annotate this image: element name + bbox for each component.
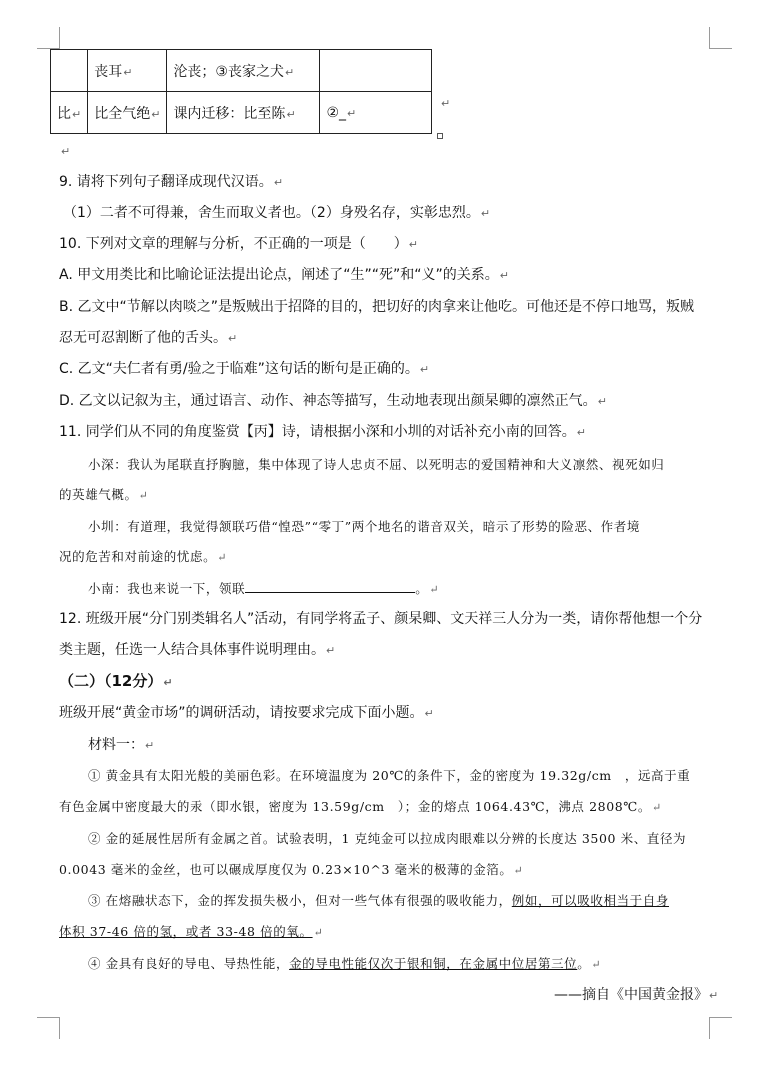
question-10-option-d: D. 乙文以记叙为主，通过语言、动作、神态等描写，生动地表现出颜杲卿的凛然正气。↵ <box>59 393 607 409</box>
dialogue-xiaoshen-cont: 的英雄气概。↵ <box>59 487 149 502</box>
question-9-stem: 9. 请将下列句子翻译成现代汉语。↵ <box>59 174 284 190</box>
table-cell <box>51 50 88 92</box>
question-9-items: （1）二者不可得兼，舍生而取义者也。（2）身殁名存，实彰忠烈。↵ <box>63 205 491 221</box>
question-10-option-b-cont: 忍无可忍割断了他的舌头。↵ <box>59 330 238 346</box>
material-paragraph-3-cont: 体积 37-46 倍的氢，或者 33-48 倍的氧。↵ <box>59 924 324 939</box>
table-row <box>51 50 432 92</box>
table-cell <box>320 50 432 92</box>
material-paragraph-1-cont: 有色金属中密度最大的汞（即水银，密度为 13.59g/cm ）；金的熔点 1064.43℃，沸点 2808℃。↵ <box>59 799 662 814</box>
dialogue-xiaonan: 小南：我也来说一下，领联 。↵ <box>88 578 439 600</box>
material-paragraph-2: ② 金的延展性居所有金属之首。试验表明，1 克纯金可以拉成肉眼难以分辨的长度达 3500 米、直径为 <box>88 831 687 846</box>
vocab-table <box>50 49 432 134</box>
table-row <box>51 92 432 134</box>
table-cell: 比全气绝↵ <box>88 92 167 134</box>
crop-mark-top-left <box>59 27 60 49</box>
material-paragraph-2-cont: 0.0043 毫米的金丝，也可以碾成厚度仅为 0.23×10^3 毫米的极薄的金箔。↵ <box>59 862 524 877</box>
question-12-line1: 12. 班级开展“分门别类辑名人”活动，有同学将孟子、颜杲卿、文天祥三人分为一类，请你帮他想一个分 <box>59 611 703 627</box>
answer-blank[interactable] <box>245 578 415 593</box>
question-10-option-b: B. 乙文中“节解以肉啖之”是叛贼出于招降的目的，把切好的肉拿来让他吃。可他还是不停口地骂，叛贼 <box>59 299 695 315</box>
question-11-stem: 11. 同学们从不同的角度鉴赏【丙】诗，请根据小深和小圳的对话补充小南的回答。↵ <box>59 424 586 440</box>
table-cell: 沦丧；③丧家之犬↵ <box>167 50 320 92</box>
table-cell: 比↵ <box>51 92 88 134</box>
dialogue-xiaozhen: 小圳：有道理，我觉得颔联巧借“惶恐”“零丁”两个地名的谐音双关，暗示了形势的险恶、作者境 <box>88 519 640 534</box>
table-cell: 丧耳↵ <box>88 50 167 92</box>
dialogue-xiaozhen-cont: 况的危苦和对前途的忧虑。↵ <box>59 549 228 564</box>
material-1-title: 材料一：↵ <box>88 737 155 753</box>
table-cell: 课内迁移：比至陈↵ <box>167 92 320 134</box>
source-citation: ——摘自《中国黄金报》↵ <box>554 987 719 1003</box>
question-10-stem: 10. 下列对文章的理解与分析，不正确的一项是（ ）↵ <box>59 236 418 252</box>
material-paragraph-4: ④ 金具有良好的导电、导热性能，金的导电性能仅次于银和铜，在金属中位居第三位。↵ <box>88 956 602 971</box>
paragraph-mark: ↵ <box>441 97 451 110</box>
material-paragraph-1: ① 黄金具有太阳光般的美丽色彩。在环境温度为 20℃的条件下，金的密度为 19.32g/cm ，远高于重 <box>88 768 691 783</box>
section-2-heading: （二）（12分）↵ <box>59 672 173 690</box>
crop-mark-top-right <box>709 27 710 49</box>
question-10-option-c: C. 乙文“夫仁者有勇/验之于临难”这句话的断句是正确的。↵ <box>59 361 430 377</box>
crop-mark-top-right-h <box>710 48 732 49</box>
crop-mark-bottom-right <box>709 1017 710 1039</box>
paragraph-mark: ↵ <box>61 145 71 158</box>
dialogue-xiaoshen: 小深：我认为尾联直抒胸臆，集中体现了诗人忠贞不屈、以死明志的爱国精神和大义凛然、视死如归 <box>88 457 665 472</box>
table-cell: ②_↵ <box>320 92 432 134</box>
crop-mark-bottom-left <box>59 1017 60 1039</box>
question-12-line2: 类主题，任选一人结合具体事件说明理由。↵ <box>59 642 336 658</box>
question-10-option-a: A. 甲文用类比和比喻论证法提出论点，阐述了“生”“死”和“义”的关系。↵ <box>59 267 509 283</box>
table-resize-handle[interactable] <box>437 133 443 139</box>
section-2-intro: 班级开展“黄金市场”的调研活动，请按要求完成下面小题。↵ <box>59 705 434 721</box>
crop-mark-bottom-right-h <box>710 1017 732 1018</box>
material-paragraph-3: ③ 在熔融状态下，金的挥发损失极小，但对一些气体有很强的吸收能力，例如，可以吸收相当于自身 <box>88 893 669 908</box>
crop-mark-bottom-left-h <box>37 1017 59 1018</box>
